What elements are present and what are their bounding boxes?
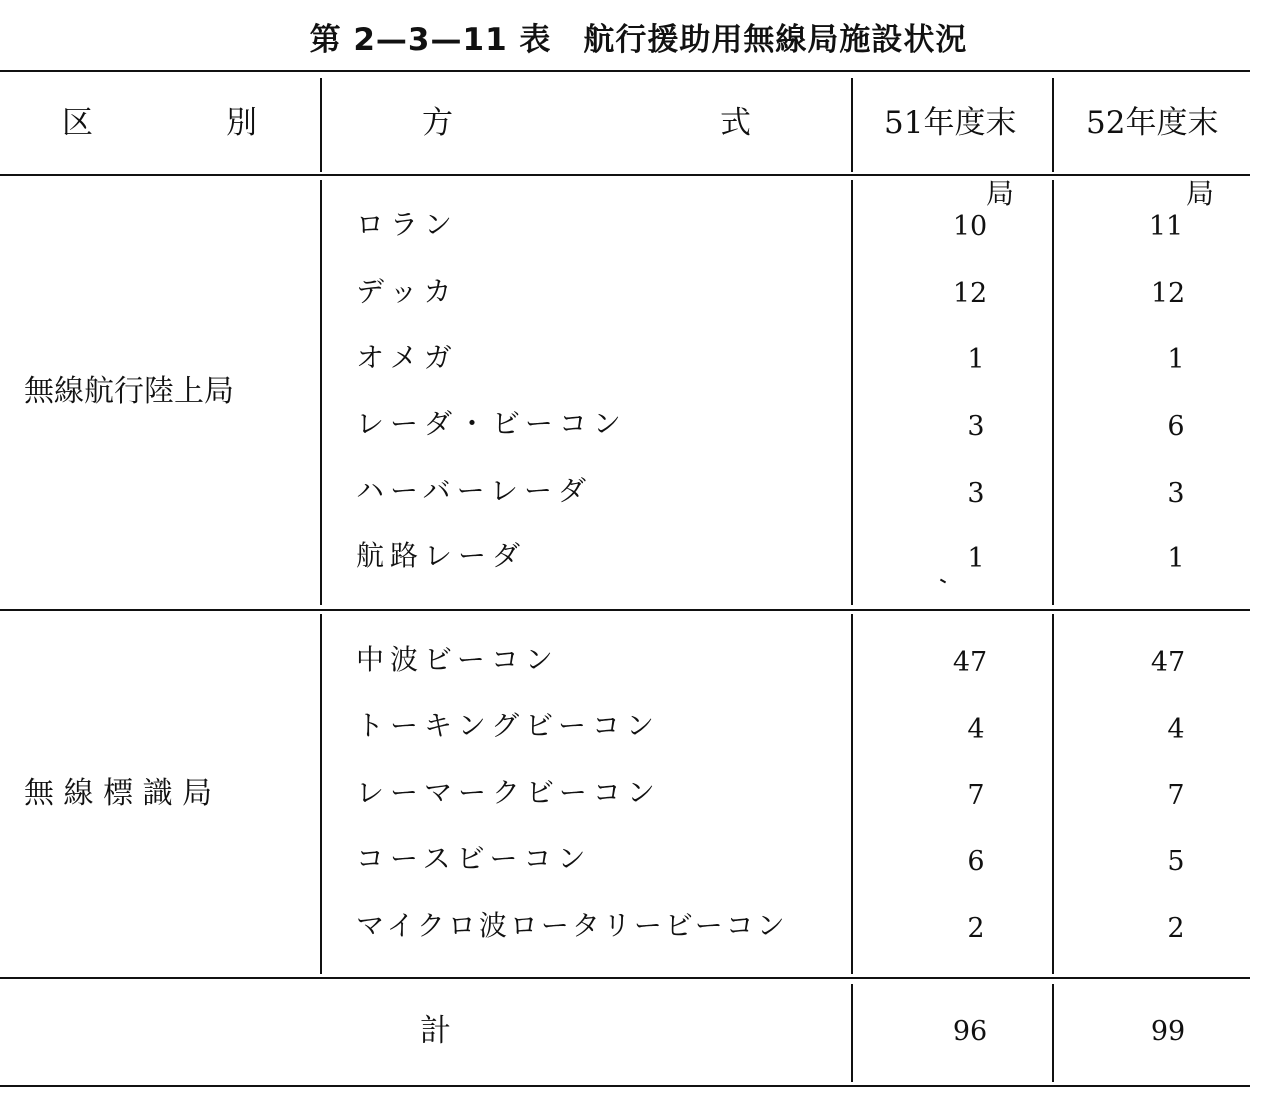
- rule-bottom: [0, 1085, 1250, 1087]
- col-divider-52-header: [1052, 78, 1054, 172]
- col-divider-52-g2: [1052, 614, 1054, 974]
- col-divider-52-total: [1052, 984, 1054, 1082]
- total-value-51: 96: [952, 1016, 988, 1047]
- print-speck: [940, 579, 946, 584]
- row-value-51: 10: [952, 211, 988, 242]
- header-houshiki-1: 方: [422, 105, 453, 141]
- header-kubetsu-2: 別: [226, 105, 257, 141]
- row-name: コースビーコン: [356, 842, 592, 875]
- rule-group2-bottom: [0, 977, 1250, 979]
- rule-top: [0, 70, 1250, 72]
- col-divider-51-total: [851, 984, 853, 1082]
- row-value-52: 5: [1167, 846, 1185, 877]
- row-value-52: 11: [1148, 211, 1184, 242]
- row-value-51: 2: [967, 913, 985, 944]
- header-col-51: 51年度末: [884, 105, 1017, 141]
- row-name: 中波ビーコン: [356, 643, 559, 676]
- group-label: 無 線 標 識 局: [24, 776, 213, 811]
- col-divider-51-g2: [851, 614, 853, 974]
- row-name: ロラン: [356, 208, 459, 241]
- row-name: トーキングビーコン: [356, 709, 661, 742]
- row-value-52: 7: [1167, 780, 1185, 811]
- row-name: 航路レーダ: [356, 539, 527, 572]
- group-label: 無線航行陸上局: [24, 374, 234, 409]
- total-label: 計: [420, 1013, 451, 1049]
- row-value-51: 4: [967, 714, 985, 745]
- row-value-51: 12: [952, 278, 988, 309]
- rule-group1-bottom: [0, 609, 1250, 611]
- row-value-51: 1: [967, 543, 985, 574]
- row-value-52: 1: [1167, 344, 1185, 375]
- row-name: ハーバーレーダ: [356, 474, 593, 507]
- col-divider-51-g1: [851, 180, 853, 605]
- col-divider-52-g1: [1052, 180, 1054, 605]
- row-value-51: 6: [967, 846, 985, 877]
- col-divider-51-header: [851, 78, 853, 172]
- row-name: デッカ: [356, 275, 458, 308]
- row-value-52: 3: [1167, 478, 1185, 509]
- row-value-51: 3: [967, 478, 985, 509]
- row-value-51: 47: [952, 647, 988, 678]
- rule-header-bottom: [0, 174, 1250, 176]
- row-value-52: 2: [1167, 913, 1185, 944]
- row-value-52: 4: [1167, 714, 1185, 745]
- row-value-52: 12: [1150, 278, 1186, 309]
- col-divider-kubetsu-g2: [320, 614, 322, 974]
- row-value-52: 47: [1150, 647, 1186, 678]
- col-divider-kubetsu-header: [320, 78, 322, 172]
- row-name: レーマークビーコン: [356, 776, 661, 809]
- row-value-51: 1: [967, 344, 985, 375]
- row-value-52: 1: [1167, 543, 1185, 574]
- table-title: 第 2—3—11 表 航行援助用無線局施設状況: [309, 22, 968, 58]
- row-name: マイクロ波ロータリービーコン: [356, 909, 788, 942]
- col-divider-kubetsu-g1: [320, 180, 322, 605]
- unit-label-52: 局: [1186, 177, 1215, 210]
- header-kubetsu-1: 区: [62, 105, 93, 141]
- header-houshiki-2: 式: [720, 105, 751, 141]
- header-col-52: 52年度末: [1086, 105, 1219, 141]
- total-value-52: 99: [1150, 1016, 1186, 1047]
- row-name: オメガ: [356, 341, 458, 374]
- row-value-51: 7: [967, 780, 985, 811]
- row-name: レーダ・ビーコン: [356, 407, 627, 440]
- unit-label-51: 局: [986, 177, 1015, 210]
- row-value-52: 6: [1167, 411, 1185, 442]
- row-value-51: 3: [967, 411, 985, 442]
